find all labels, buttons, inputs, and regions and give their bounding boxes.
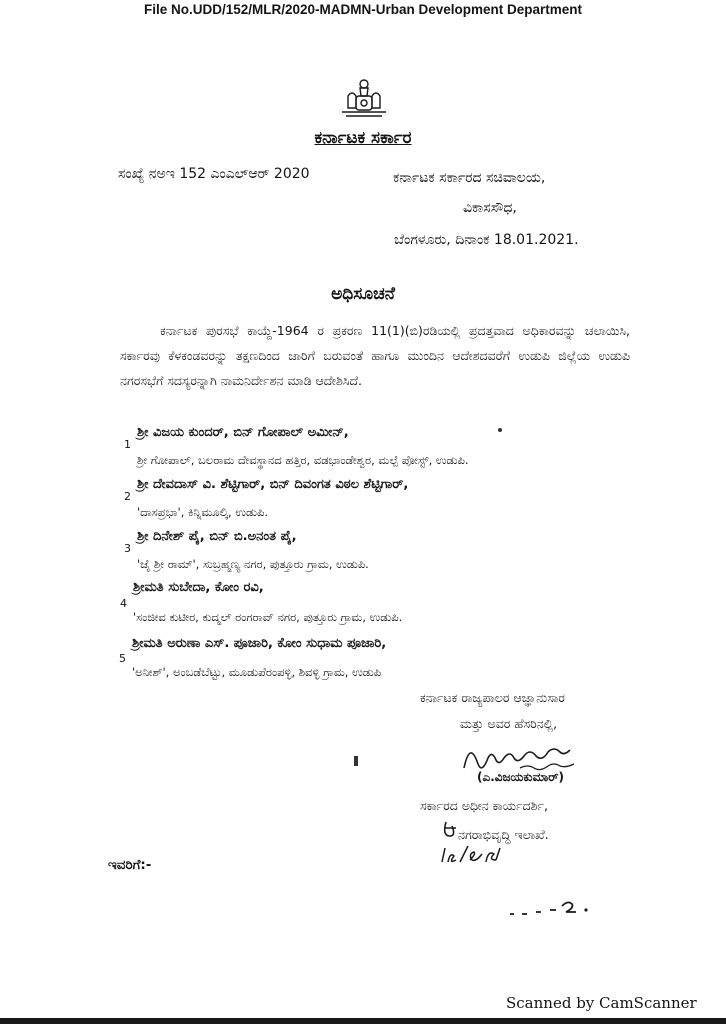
karnataka-emblem-icon [338,78,390,120]
member-number: 2 [124,490,131,503]
address-date-line: ಬೆಂಗಳೂರು, ದಿನಾಂಕ 18.01.2021. [394,232,579,248]
reference-number: ಸಂಖ್ಯೆ ನಅಇ 152 ಎಂಎಲ್ಆರ್ 2020 [118,166,310,182]
member-address: ಶ್ರೀ ಗೋಪಾಲ್, ಬಲರಾಮ ದೇವಸ್ಥಾನದ ಹತ್ತಿರ, ವಡಭಾಂಡೇಶ್ವರ, ಮಲ್ಪೆ ಪೋಸ್ಟ್, ಉಡುಪಿ. [137,453,469,467]
member-name: ಶ್ರೀಮತಿ ಅರುಣಾ ಎಸ್. ಪೂಜಾರಿ, ಕೋಂ ಸುಧಾಮ ಪೂಜಾರಿ, [132,636,387,651]
signature-authority-line: ಕರ್ನಾಟಕ ರಾಜ್ಯಪಾಲರ ಆಜ್ಞಾನುಸಾರ [420,690,565,705]
address-line: ಕರ್ನಾಟಕ ಸರ್ಕಾರದ ಸಚಿವಾಲಯ, [393,170,546,186]
scan-speck [498,428,502,432]
next-page-mark [506,896,606,920]
page-title: ಕರ್ನಾಟಕ ಸರ್ಕಾರ [314,128,412,148]
member-name: ಶ್ರೀಮತಿ ಸುಬೇದಾ, ಕೋಂ ರವಿ, [133,580,264,595]
member-address: 'ಸಂಜೀವ ಕುಟೀರ, ಕುದ್ಮಲ್ ರಂಗರಾವ್ ನಗರ, ಪುತ್ತೂರು ಗ್ರಾಮ, ಉಡುಪಿ. [133,610,403,624]
member-number: 1 [124,438,131,451]
signatory-designation: ಸರ್ಕಾರದ ಅಧೀನ ಕಾರ್ಯದರ್ಶಿ, [420,798,548,813]
address-line: ವಿಕಾಸಸೌಧ, [463,200,517,216]
handwritten-initial [436,818,506,866]
member-name: ಶ್ರೀ ದೇವದಾಸ್ ವಿ. ಶೆಟ್ಟಿಗಾರ್, ಬಿನ್ ದಿವಂಗತ ವಿಠಲ ಶೆಟ್ಟಿಗಾರ್, [137,477,409,492]
notification-body: ಕರ್ನಾಟಕ ಪುರಸಭೆ ಕಾಯ್ದೆ-1964 ರ ಪ್ರಕರಣ 11(1)(ಬಿ)ರಡಿಯಲ್ಲಿ ಪ್ರದತ್ತವಾದ ಅಧಿಕಾರವನ್ನು ಚಲಾಯಿಸಿ, ಸರ್ಕಾರವು ಕೆಳಕಂಡವರನ್ನು ತಕ್ಷಣದಿಂದ ಜಾರಿಗೆ ಬರುವಂತೆ ಹಾಗೂ ಮುಂದಿನ ಆದೇಶದವರೆಗೆ ಉಡುಪಿ ಜಿಲ್ಲೆಯ ಉಡುಪಿ ನಗರಸಭೆಗೆ ಸದಸ್ಯರನ್ನಾಗಿ ನಾಮನಿರ್ದೇಶನ ಮಾಡಿ ಆದೇಶಿಸಿದೆ. [120,323,630,388]
signatory-department: ನಗರಾಭಿವೃದ್ಧಿ ಇಲಾಖೆ. [458,827,549,842]
member-number: 5 [119,652,126,665]
member-address: 'ಅನೀಶ್', ಅಂಬಡೆಬೆಟ್ಟು, ಮೂಡುಪೆರಂಪಳ್ಳಿ, ಶಿವಳ್ಳಿ ಗ್ರಾಮ, ಉಡುಪಿ [132,665,382,679]
page-bottom-border [0,1018,726,1024]
scan-mark [354,756,358,766]
member-address: 'ಜೈ ಶ್ರೀ ರಾಮ್', ಸುಬ್ರಹ್ಮಣ್ಯ ನಗರ, ಪುತ್ತೂರು ಗ್ರಾಮ, ಉಡುಪಿ. [137,557,369,571]
member-address: 'ದಾಸಪ್ರಭಾ', ಕಿನ್ನಿಮೂಲ್ಕಿ, ಉಡುಪಿ. [137,505,269,519]
scanner-watermark: Scanned by CamScanner [506,994,697,1012]
signatory-name: (ಎ.ವಿಜಯಕುಮಾರ್) [477,770,564,784]
file-number-header: File No.UDD/152/MLR/2020-MADMN-Urban Development Department [143,2,583,17]
member-number: 3 [124,542,131,555]
member-number: 4 [120,597,127,610]
member-name: ಶ್ರೀ ದಿನೇಶ್ ಪೈ, ಬಿನ್ ಬಿ.ಅನಂತ ಪೈ, [137,529,297,544]
recipients-label: ಇವರಿಗೆ:- [108,857,152,873]
signature-authority-line: ಮತ್ತು ಅವರ ಹೆಸರಿನಲ್ಲಿ, [460,716,558,731]
notification-title: ಅಧಿಸೂಚನೆ [331,284,395,304]
member-name: ಶ್ರೀ ವಿಜಯ ಕುಂದರ್, ಬಿನ್ ಗೋಪಾಲ್ ಅಮೀನ್, [137,425,349,440]
